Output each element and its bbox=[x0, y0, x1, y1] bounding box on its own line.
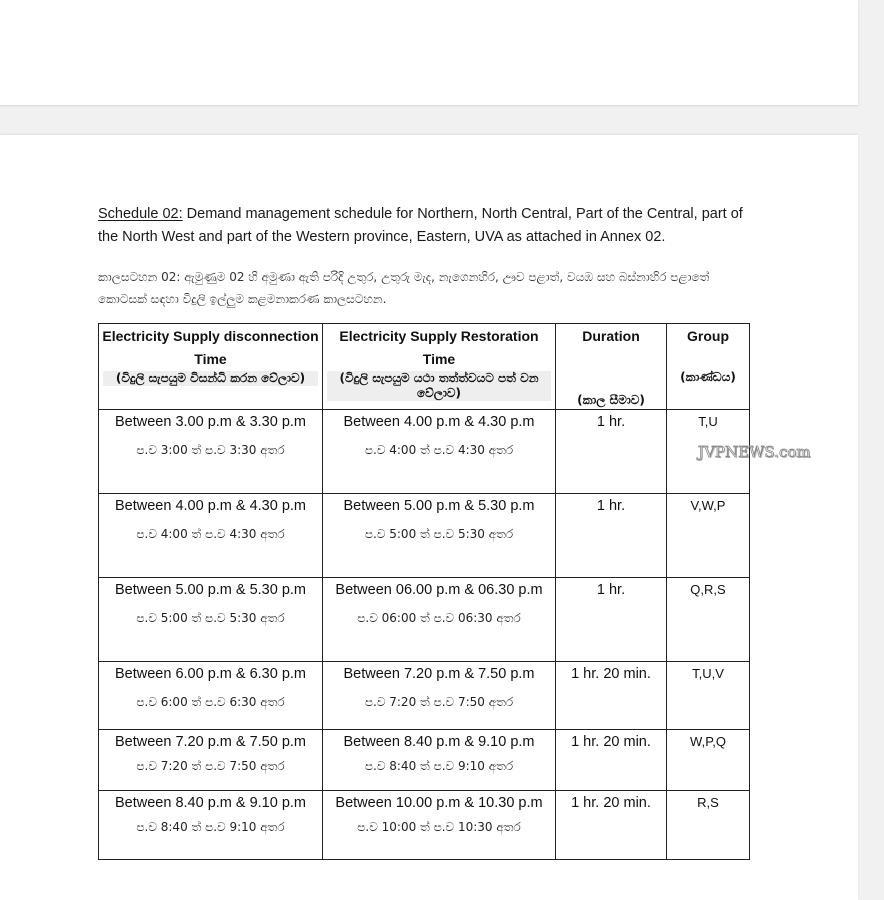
disconnection-cell: Between 8.40 p.m & 9.10 p.m ප.ව 8:40 ත් ප.ව 9:10 අතර bbox=[99, 791, 323, 860]
restoration-cell: Between 4.00 p.m & 4.30 p.m ප.ව 4:00 ත් ප.ව 4:30 අතර bbox=[323, 410, 556, 494]
watermark-logo: JVPNEWS.com bbox=[698, 443, 811, 461]
table-row bbox=[99, 578, 750, 662]
duration-cell: 1 hr. 20 min. bbox=[556, 791, 667, 860]
restoration-cell: Between 10.00 p.m & 10.30 p.m ප.ව 10:00 ත් ප.ව 10:30 අතර bbox=[323, 791, 556, 860]
disconnection-cell: Between 4.00 p.m & 4.30 p.m ප.ව 4:00 ත් ප.ව 4:30 අතර bbox=[99, 494, 323, 578]
duration-cell: 1 hr. 20 min. bbox=[556, 730, 667, 791]
duration-cell: 1 hr. bbox=[556, 578, 667, 662]
schedule-label: Schedule 02: bbox=[98, 206, 183, 222]
group-cell: T,U,V bbox=[667, 662, 750, 730]
table-row bbox=[99, 662, 750, 730]
duration-cell: 1 hr. bbox=[556, 494, 667, 578]
table-row bbox=[99, 730, 750, 791]
restoration-cell: Between 06.00 p.m & 06.30 p.m ප.ව 06:00 ත් ප.ව 06:30 අතර bbox=[323, 578, 556, 662]
header-group: Group (කාණ්ඩය) bbox=[667, 324, 750, 410]
schedule-heading-sinhala: කාලසටහන 02: ඇමුණුම 02 හි අමුණා ඇති පරිදි උතුර, උතුරු මැද, නැගෙනහිර, ඌව පළාත්, වයඹ සහ බස්නාහිර පළාතේ කොටසක් සඳහා විදුලි ඉල්ලුම කළමනාකරණ කාලසටහන. bbox=[98, 270, 710, 306]
restoration-cell: Between 7.20 p.m & 7.50 p.m ප.ව 7:20 ත් ප.ව 7:50 අතර bbox=[323, 662, 556, 730]
table-row bbox=[99, 791, 750, 860]
restoration-cell: Between 5.00 p.m & 5.30 p.m ප.ව 5:00 ත් ප.ව 5:30 අතර bbox=[323, 494, 556, 578]
group-cell: W,P,Q bbox=[667, 730, 750, 791]
table-row bbox=[99, 494, 750, 578]
restoration-cell: Between 8.40 p.m & 9.10 p.m ප.ව 8:40 ත් ප.ව 9:10 අතර bbox=[323, 730, 556, 791]
duration-cell: 1 hr. 20 min. bbox=[556, 662, 667, 730]
header-disconnection-time: Electricity Supply disconnection Time (විදුලි සැපයුම විසන්ධි කරන වේලාව) bbox=[99, 324, 323, 410]
group-cell: V,W,P bbox=[667, 494, 750, 578]
disconnection-cell: Between 6.00 p.m & 6.30 p.m ප.ව 6:00 ත් ප.ව 6:30 අතර bbox=[99, 662, 323, 730]
header-duration: Duration (කාල සීමාව) bbox=[556, 324, 667, 410]
schedule-table bbox=[98, 323, 750, 860]
header-restoration-time: Electricity Supply Restoration Time (විදුලි සැපයුම යථා තත්ත්වයට පත් වන වේලාව) bbox=[323, 324, 556, 410]
schedule-description: Demand management schedule for Northern, North Central, Part of the Central, part of the North West and part of the Western province, Eastern, UVA as attached in Annex 02. bbox=[98, 206, 743, 245]
group-cell: R,S bbox=[667, 791, 750, 860]
disconnection-cell: Between 7.20 p.m & 7.50 p.m ප.ව 7:20 ත් ප.ව 7:50 අතර bbox=[99, 730, 323, 791]
table-row bbox=[99, 410, 750, 494]
table-header-row bbox=[99, 324, 750, 410]
group-cell: T,U bbox=[667, 410, 750, 494]
previous-page bbox=[0, 0, 858, 105]
group-cell: Q,R,S bbox=[667, 578, 750, 662]
schedule-heading bbox=[98, 203, 758, 249]
duration-cell: 1 hr. bbox=[556, 410, 667, 494]
disconnection-cell: Between 5.00 p.m & 5.30 p.m ප.ව 5:00 ත් ප.ව 5:30 අතර bbox=[99, 578, 323, 662]
document-page bbox=[0, 135, 858, 900]
disconnection-cell: Between 3.00 p.m & 3.30 p.m ප.ව 3:00 ත් ප.ව 3:30 අතර bbox=[99, 410, 323, 494]
